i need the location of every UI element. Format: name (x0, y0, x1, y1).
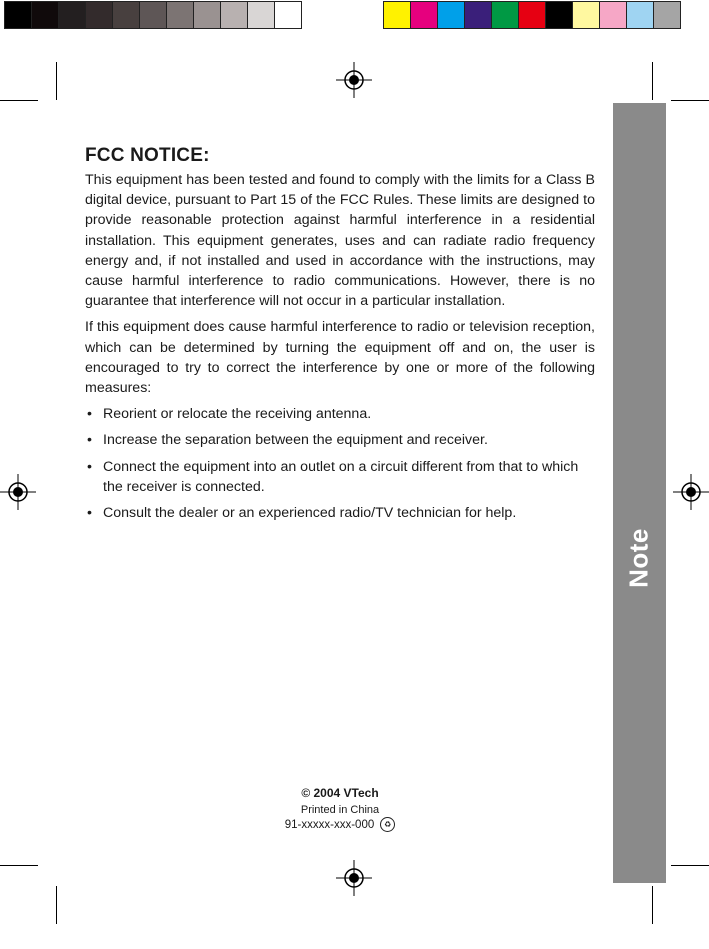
gray-swatch (4, 1, 32, 29)
color-swatch (438, 1, 465, 29)
gray-swatch (167, 1, 194, 29)
gray-swatch (86, 1, 113, 29)
color-swatch (411, 1, 438, 29)
registration-mark-left-icon (0, 474, 36, 510)
part-number: 91-xxxxx-xxx-000 (284, 818, 375, 831)
gray-swatch (32, 1, 59, 29)
grayscale-color-bar (4, 0, 302, 30)
recycle-icon: ♻ (380, 817, 395, 832)
page-title: FCC NOTICE: (85, 145, 210, 166)
color-swatch (600, 1, 627, 29)
gray-swatch (194, 1, 221, 29)
footer (240, 786, 440, 832)
copyright: © 2004 VTech (301, 786, 379, 800)
page-number: 11 (627, 923, 652, 948)
gray-swatch (248, 1, 275, 29)
list-item: • Connect the equipment into an outlet on a circuit different from that to which the receiver is connected. (87, 458, 579, 495)
part-number-row (240, 817, 440, 832)
side-tab (613, 103, 666, 948)
list-item: • Consult the dealer or an experienced radio/TV technician for help. (85, 503, 595, 523)
notice-paragraph-2: If this equipment does cause harmful interference to radio or television reception, which can be determined by turning the equipment off and on, the user is encouraged to try to correct the interference by one or more of the following measures: (85, 319, 595, 397)
gray-swatch (221, 1, 248, 29)
color-swatch (546, 1, 573, 29)
color-swatch (519, 1, 546, 29)
measures-list (85, 404, 595, 523)
color-swatch (654, 1, 681, 29)
gray-swatch (113, 1, 140, 29)
crop-mark (56, 62, 57, 100)
list-item: • Increase the separation between the equipment and receiver. (85, 430, 595, 450)
bullet-icon: • (87, 505, 92, 522)
process-color-bar (383, 0, 681, 30)
crop-mark (671, 865, 709, 866)
list-item: • Reorient or relocate the receiving antenna. (85, 404, 595, 424)
fcc-notice (85, 144, 595, 529)
color-swatch (627, 1, 654, 29)
color-swatch (383, 1, 411, 29)
notice-paragraph-1: This equipment has been tested and found to comply with the limits for a Class B digital device, pursuant to Part 15 of the FCC Rules. These limits are designed to provide reasonable protection against harmful interference in a residential installation. This equipment generates, uses and can radiate radio frequency energy and, if not installed and used in accordance with the instructions, may cause harmful interference to radio communications. However, there is no guarantee that interference will not occur in a particular installation. (85, 172, 595, 310)
registration-mark-top-icon (336, 62, 372, 98)
crop-mark (671, 100, 709, 101)
gray-swatch (59, 1, 86, 29)
crop-mark (56, 886, 57, 924)
bullet-icon: • (87, 432, 92, 449)
bullet-icon: • (87, 406, 92, 423)
crop-mark (652, 886, 653, 924)
registration-mark-bottom-icon (336, 860, 372, 896)
registration-mark-right-icon (673, 474, 709, 510)
color-swatch (492, 1, 519, 29)
printed-in: Printed in China (300, 804, 380, 816)
crop-mark (652, 62, 653, 100)
gray-swatch (275, 1, 302, 29)
color-swatch (573, 1, 600, 29)
side-tab-label: Note (623, 528, 654, 588)
gray-swatch (140, 1, 167, 29)
crop-mark (0, 100, 38, 101)
bullet-icon: • (87, 458, 92, 475)
color-swatch (465, 1, 492, 29)
crop-mark (0, 865, 38, 866)
